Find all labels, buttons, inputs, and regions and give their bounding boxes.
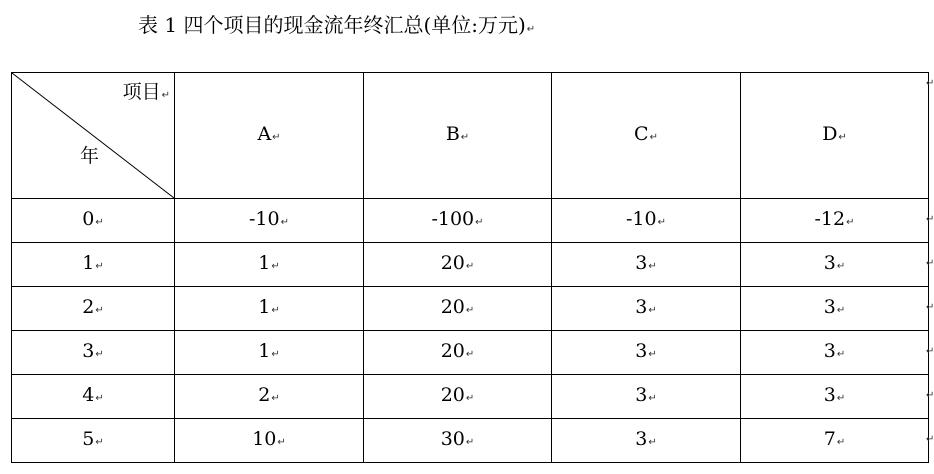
row-end-mark-icon: ↵ (926, 258, 934, 269)
row-end-mark-icon: ↵ (926, 390, 934, 401)
value-cell: 3↵ (552, 331, 741, 375)
paragraph-mark-icon: ↵ (846, 216, 855, 228)
table-body (12, 73, 929, 463)
paragraph-mark-icon: ↵ (271, 392, 280, 404)
value-cell: 20↵ (364, 375, 552, 419)
table-row (12, 419, 929, 463)
paragraph-mark-icon: ↵ (95, 348, 104, 360)
corner-label-year: 年 (80, 145, 100, 167)
year-cell: 4↵ (12, 375, 175, 419)
corner-header-cell (12, 73, 175, 199)
paragraph-mark-icon: ↵ (526, 24, 536, 35)
row-end-mark-icon: ↵ (926, 302, 934, 313)
table-row (12, 331, 929, 375)
table-row (12, 243, 929, 287)
paragraph-mark-icon: ↵ (836, 436, 846, 448)
paragraph-mark-icon: ↵ (648, 260, 657, 272)
paragraph-mark-icon: ↵ (95, 436, 104, 448)
caption-text: 表 1 四个项目的现金流年终汇总(单位:万元) (138, 13, 526, 37)
paragraph-mark-icon: ↵ (272, 131, 281, 143)
corner-label-project: 项目↵ (122, 81, 170, 103)
paragraph-mark-icon: ↵ (836, 392, 846, 404)
year-cell: 0↵ (12, 199, 175, 243)
value-cell: 20↵ (364, 331, 552, 375)
value-cell: 20↵ (364, 287, 552, 331)
paragraph-mark-icon: ↵ (280, 216, 289, 228)
year-cell: 2↵ (12, 287, 175, 331)
paragraph-mark-icon: ↵ (648, 392, 657, 404)
value-cell: 3↵ (741, 243, 929, 287)
value-cell: 3↵ (741, 375, 929, 419)
paragraph-mark-icon: ↵ (838, 131, 847, 143)
column-header-a: A↵ (175, 73, 364, 199)
column-header-b: B↵ (364, 73, 552, 199)
paragraph-mark-icon: ↵ (465, 436, 475, 448)
paragraph-mark-icon: ↵ (465, 392, 475, 404)
row-end-mark-icon: ↵ (926, 214, 934, 225)
value-cell: -10↵ (175, 199, 364, 243)
paragraph-mark-icon: ↵ (271, 304, 280, 316)
value-cell: 3↵ (741, 331, 929, 375)
cash-flow-table (11, 72, 929, 463)
value-cell: -100↵ (364, 199, 552, 243)
row-end-mark-icon: ↵ (926, 346, 934, 357)
paragraph-mark-icon: ↵ (95, 216, 104, 228)
paragraph-mark-icon: ↵ (836, 304, 846, 316)
table-row (12, 199, 929, 243)
paragraph-mark-icon: ↵ (475, 216, 484, 228)
value-cell: 10↵ (175, 419, 364, 463)
value-cell: 1↵ (175, 331, 364, 375)
value-cell: 3↵ (552, 287, 741, 331)
value-cell: 20↵ (364, 243, 552, 287)
paragraph-mark-icon: ↵ (836, 348, 846, 360)
value-cell: -12↵ (741, 199, 929, 243)
table-row (12, 287, 929, 331)
paragraph-mark-icon: ↵ (161, 90, 170, 101)
column-header-d: D↵ (741, 73, 929, 199)
value-cell: 3↵ (552, 375, 741, 419)
paragraph-mark-icon: ↵ (648, 348, 657, 360)
paragraph-mark-icon: ↵ (271, 260, 280, 272)
paragraph-mark-icon: ↵ (271, 348, 280, 360)
value-cell: 30↵ (364, 419, 552, 463)
paragraph-mark-icon: ↵ (465, 304, 475, 316)
paragraph-mark-icon: ↵ (836, 260, 846, 272)
row-end-mark-icon: ↵ (926, 78, 934, 89)
value-cell: 3↵ (552, 243, 741, 287)
value-cell: 2↵ (175, 375, 364, 419)
value-cell: 1↵ (175, 243, 364, 287)
value-cell: 3↵ (552, 419, 741, 463)
table-row (12, 375, 929, 419)
value-cell: 3↵ (741, 287, 929, 331)
year-cell: 1↵ (12, 243, 175, 287)
table-caption (138, 10, 535, 45)
paragraph-mark-icon: ↵ (465, 260, 475, 272)
paragraph-mark-icon: ↵ (657, 216, 666, 228)
paragraph-mark-icon: ↵ (465, 348, 475, 360)
year-cell: 5↵ (12, 419, 175, 463)
paragraph-mark-icon: ↵ (648, 436, 657, 448)
paragraph-mark-icon: ↵ (95, 304, 104, 316)
value-cell: 1↵ (175, 287, 364, 331)
paragraph-mark-icon: ↵ (649, 131, 658, 143)
row-end-mark-icon: ↵ (926, 434, 934, 445)
value-cell: -10↵ (552, 199, 741, 243)
paragraph-mark-icon: ↵ (95, 260, 104, 272)
column-header-c: C↵ (552, 73, 741, 199)
paragraph-mark-icon: ↵ (277, 436, 286, 448)
paragraph-mark-icon: ↵ (648, 304, 657, 316)
header-row (12, 73, 929, 199)
paragraph-mark-icon: ↵ (460, 131, 470, 143)
year-cell: 3↵ (12, 331, 175, 375)
paragraph-mark-icon: ↵ (95, 392, 104, 404)
value-cell: 7↵ (741, 419, 929, 463)
